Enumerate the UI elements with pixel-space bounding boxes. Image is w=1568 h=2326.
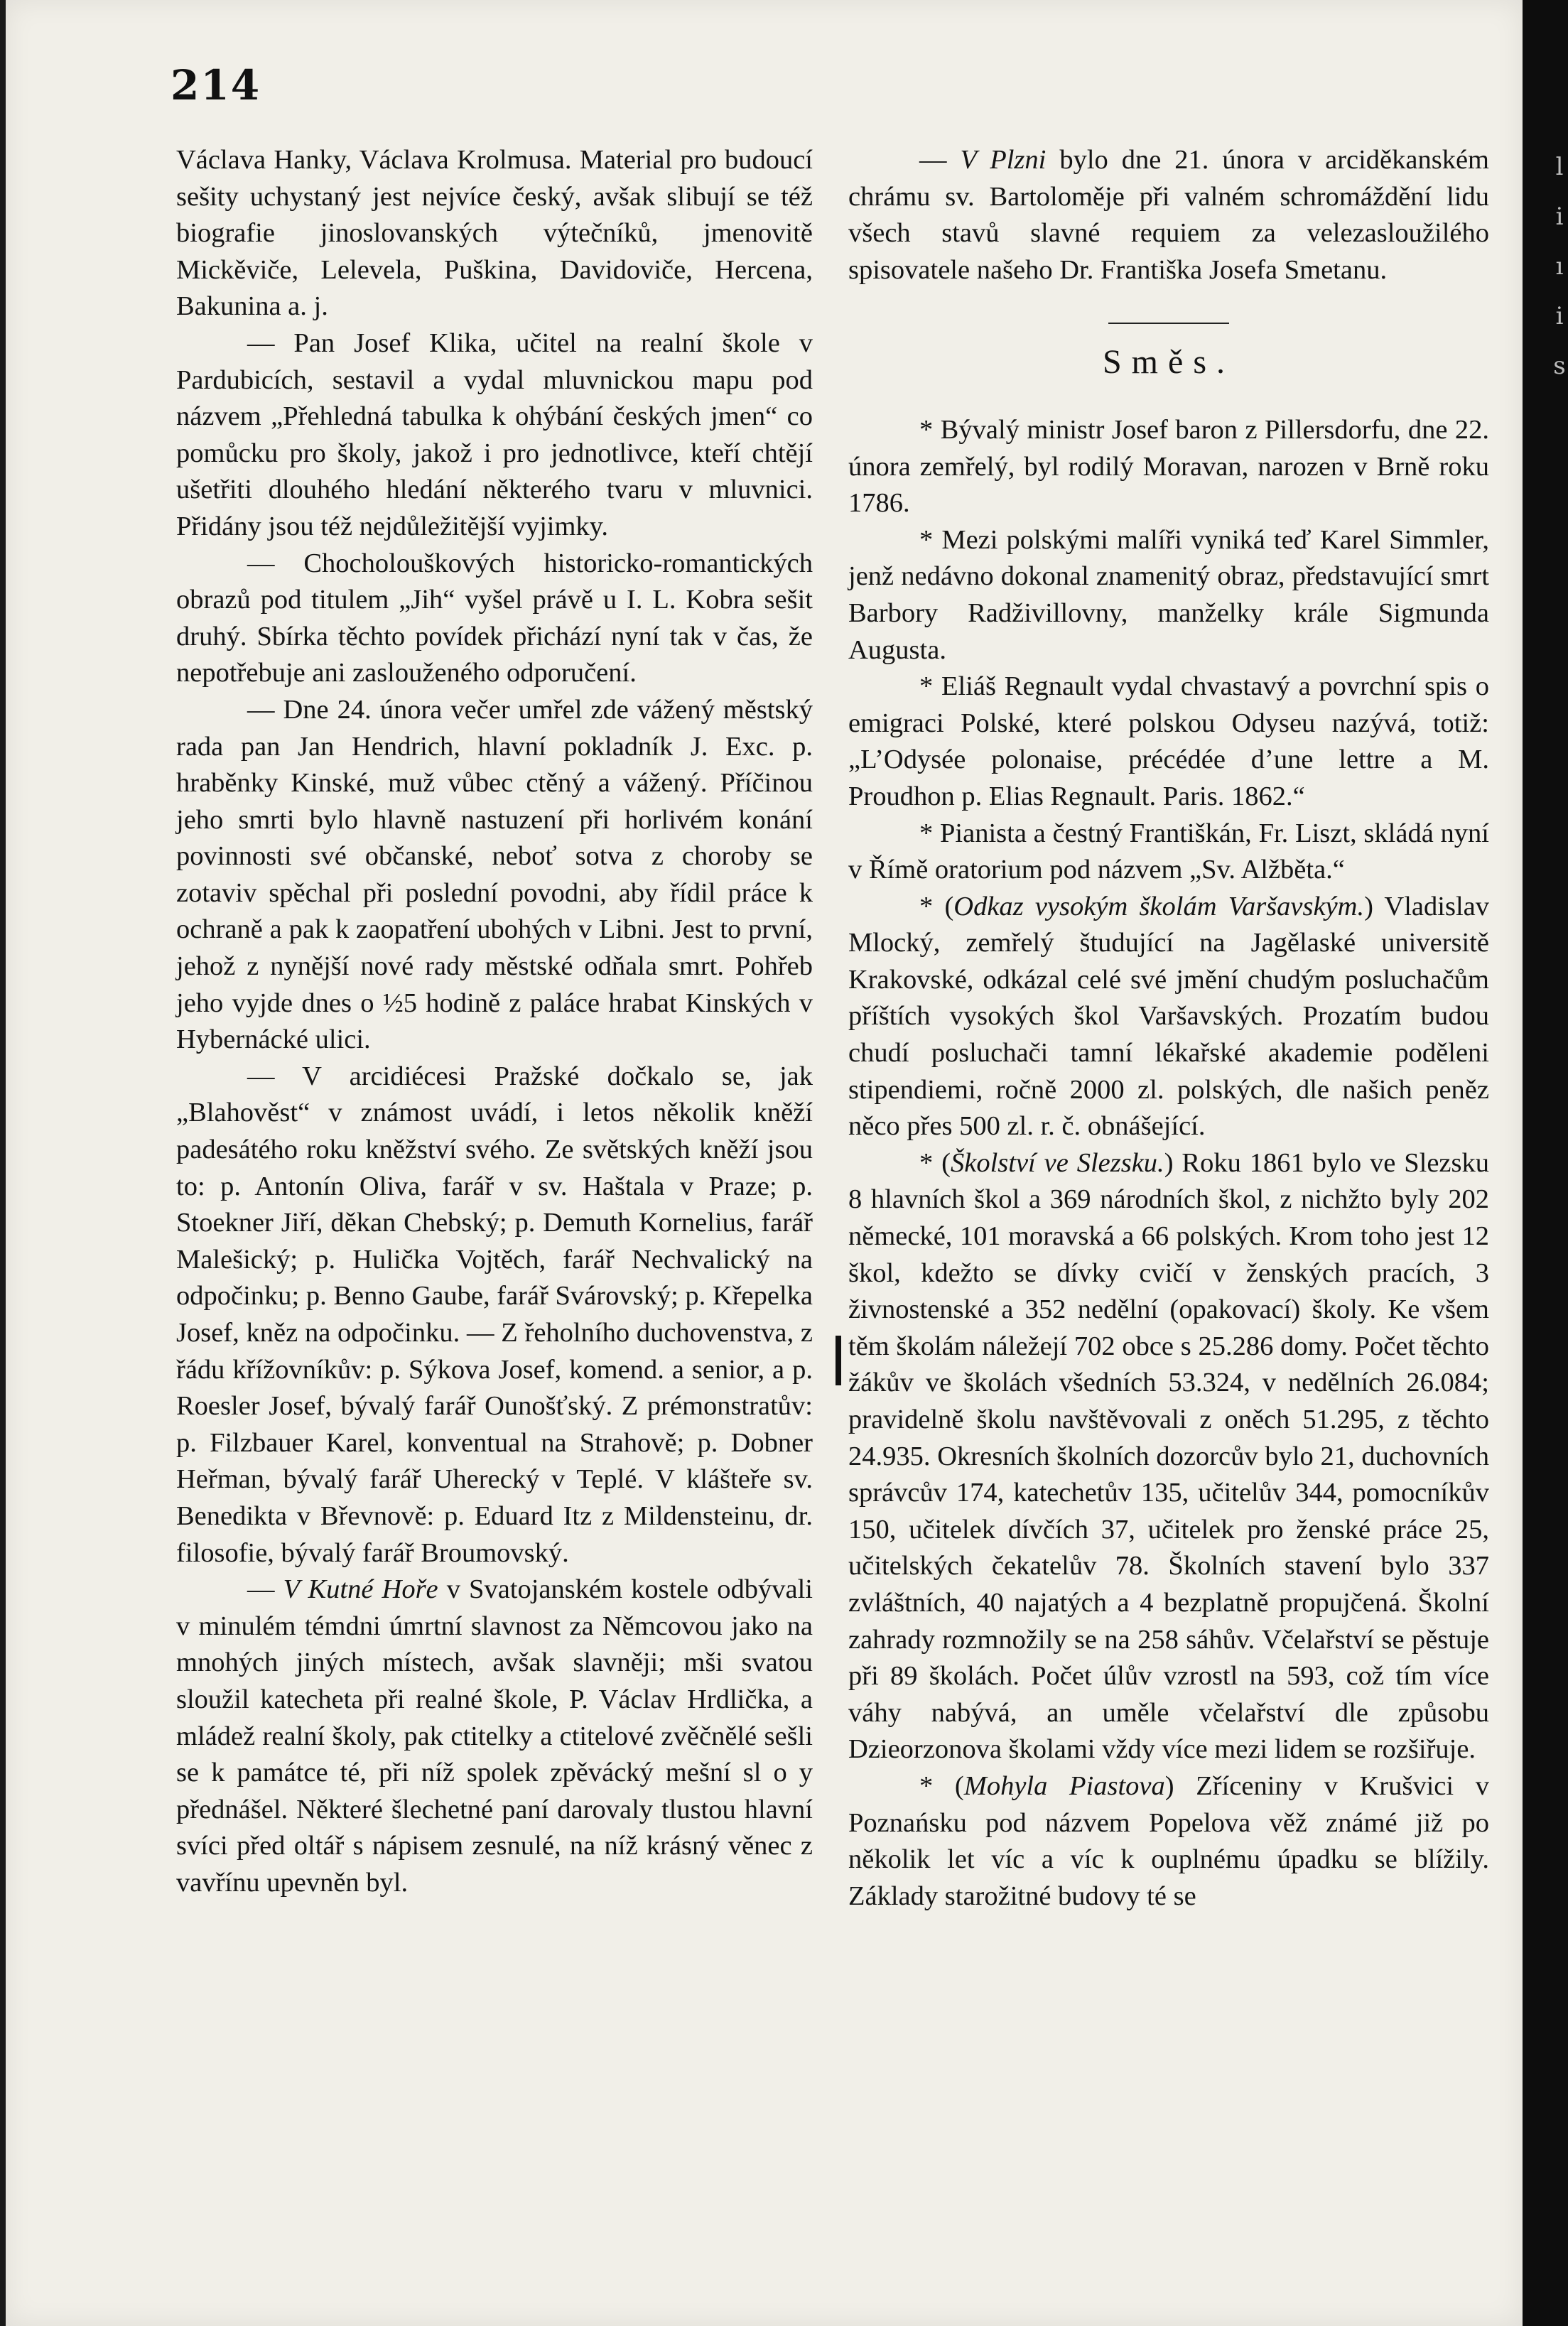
scanned-page xyxy=(6,0,1523,2326)
dash: — xyxy=(919,145,961,175)
section-divider xyxy=(1108,323,1229,324)
edge-letter: i xyxy=(1555,202,1564,231)
title-mohyla: Mohyla Piastova xyxy=(963,1770,1165,1801)
paragraph-mlocky-bequest xyxy=(848,889,1489,1145)
paragraph-piast-text: ) Zříceniny v Krušvici v Poznańsku pod názvem Popelova věž známé již po několik let víc a víc k ouplnému úpadku se blížily. Základy starožitné budovy té se xyxy=(848,1770,1489,1911)
paragraph-regnault: * Eliáš Regnault vydal chvastavý a povrchní spis o emigraci Polské, které polskou Odyseu nazývá, totiž: „L’Odysée polonaise, précédée d’une lettre a M. Proudhon p. Elias Regnault. Paris. 1862.“ xyxy=(848,671,1489,811)
paragraph-piast-mound xyxy=(848,1768,1489,1915)
edge-letter: s xyxy=(1553,352,1566,380)
paragraph-kutna-hora xyxy=(176,1572,813,1901)
paragraph-simmler: * Mezi polskými malíři vyniká teď Karel Simmler, jenž nedávno dokonal znamenitý obraz, představující smrt Barbory Radživillovny, manželky krále Sigmunda Augusta. xyxy=(848,524,1489,665)
paragraph-hendrich-obituary: — Dne 24. února večer umřel zde vážený městský rada pan Jan Hendrich, hlavní pokladník J. Exc. p. hraběnky Kinské, muž vůbec ctěný a vážený. Příčinou jeho smrti bylo hlavně nastuzení při horlivém konání povinnosti své občanské, neboť sotva z choroby se zotaviv spěchal při poslední povodni, aby řídil práce k ochraně a pak k zaopatření ubohých v Libni. Jest to první, jehož z nynější nové rady městské odňala smrt. Pohřeb jeho vyjde dnes o ½5 hodině z paláce hrabat Kinských v Hybernácké ulici. xyxy=(176,694,813,1055)
page-number: 214 xyxy=(171,61,261,109)
paragraph-mlocky-text: ) Vladislav Mlocký, zemřelý študující na Jagělaské universitě Krakovské, odkázal celé své jmění chudým posluchačům příštích vysokých škol Varšavských. Prozatím budou chudí posluchači tamní lékařské akademie poděleni stipendiemi, ročně 2000 zl. polských, dle našich peněz něco přes 500 zl. r. č. obnášející. xyxy=(848,891,1489,1142)
section-heading-smes: Směs. xyxy=(1102,343,1235,382)
paragraph-hanka-continuation: Václava Hanky, Václava Krolmusa. Material pro budoucí sešity uchystaný jest nejvíce český, avšak slibují se též biografie jinoslovanských výtečníků, jmenovitě Mickěviče, Lelevela, Puškina, Davidoviče, Hercena, Bakunina a. j. xyxy=(176,145,813,322)
dash: — xyxy=(247,1574,283,1605)
edge-letter: i xyxy=(1555,302,1564,330)
title-odkaz: Odkaz vysokým školám Varšavským. xyxy=(953,891,1365,921)
paragraph-archdiocese-priests: — V arcidiécesi Pražské dočkalo se, jak „Blahověst“ v známost uvádí, i letos několik kněží padesátého roku kněžství svého. Ze světských kněží jsou to: p. Antonín Oliva, farář v sv. Haštala v Praze; p. Stoekner Jiří, děkan Chebský; p. Demuth Kornelius, farář Malešický; p. Hulička Vojtěch, farář Nechvalický na odpočinku; p. Benno Gaube, farář Svárovský; p. Křepelka Josef, kněz na odpočinku. — Z řeholního duchovenstva, z řádu křížovníkův: p. Sýkova Josef, komend. a senior, a p. Roesler Josef, bývalý farář Ounošťský. Z prémonstratův: p. Filzbauer Karel, konventual na Strahově; p. Dobner Heřman, bývalý farář Uherecký v Teplé. V klášteře sv. Benedikta v Břevnově: p. Eduard Itz z Mildensteinu, dr. filosofie, bývalý farář Broumovský. xyxy=(176,1061,813,1568)
right-column xyxy=(848,142,1489,1915)
place-plzen: V Plzni xyxy=(960,145,1047,175)
title-skolstvi: Školství ve Slezsku. xyxy=(950,1147,1164,1178)
gutter-mark xyxy=(836,1336,841,1385)
paragraph-pillersdorf: * Bývalý ministr Josef baron z Pillersdorfu, dne 22. února zemřelý, byl rodilý Moravan, narozen v Brně roku 1786. xyxy=(848,414,1489,519)
paragraph-silesia-text: ) Roku 1861 bylo ve Slezsku 8 hlavních škol a 369 národních škol, z nichžto byly 202 německé, 101 moravská a 66 polských. Krom toho jest 12 škol, kdežto se dívky cvičí v ženských pracích, 3 živnostenské a 352 nedělní (opakovací) školy. Ke všem těm školám náležejí 702 obce s 25.286 domy. Počet těchto žákův ve školách všedních 53.324, v nedělních 26.084; pravidelně školu navštěvovali z oněch 51.295, z těchto 24.935. Okresních školních dozorcův bylo 21, duchovních správcův 174, katechetův 135, učitelův 344, pomocníkův 150, učitelek dívčích 37, učitelek pro ženské práce 25, učitelských čekatelův 78. Školních stavení bylo 337 zvláštních, 40 najatých a 4 bezplatně propujčená. Školní zahrady rozmnožily se na 258 sáhův. Včelařství se pěstuje při 89 školách. Počet úlův vzrostl na 593, což tím více váhy nabývá, an uměle včelařství dle způsobu Dzieorzonova školami vždy více mezi lidem se rozšiřuje. xyxy=(848,1147,1490,1765)
edge-letter: l xyxy=(1555,153,1564,181)
paragraph-klika-map: — Pan Josef Klika, učitel na realní škole v Pardubicích, sestavil a vydal mluvnickou mapu pod názvem „Přehledná tabulka k ohýbání českých jmen“ co pomůcku pro školy, jakož i pro jednotlivce, kteří chtějí ušetřiti dlouhého hledání některého tvaru v mluvnici. Přidány jsou též nejdůležitější vyjimky. xyxy=(176,328,813,541)
paragraph-silesia-schools xyxy=(848,1145,1489,1768)
paragraph-kutna-hora-text: v Svatojanském kostele odbývali v minulém témdni úmrtní slavnost za Němcovou jako na mnohých jiných místech, avšak slavněji; mši svatou sloužil katecheta při realné škole, P. Václav Hrdlička, a mládež realní školy, pak ctitelky a ctitelové zvěčnělé sešli se k památce té, při níž spolek zpěvácký mešní sl o y přednášel. Některé šlechetné paní darovaly tlustou hlavní svíci před oltář s nápisem zesnulé, na níž krásný věnec z vavřínu upevněn byl. xyxy=(176,1574,813,1898)
paragraph-liszt: * Pianista a čestný Františkán, Fr. Liszt, skládá nyní v Římě oratorium pod názvem „Sv. Alžběta.“ xyxy=(848,818,1489,885)
paragraph-plzen-text: bylo dne 21. února v arciděkanském chrámu sv. Bartoloměje při valném schromáždění lidu všech stavů slavné requiem za velezasloužilého spisovatele našeho Dr. Františka Josefa Smetanu. xyxy=(848,145,1490,285)
bullet: * ( xyxy=(919,1147,951,1178)
left-column xyxy=(176,142,813,1902)
bullet: * ( xyxy=(919,891,954,921)
place-kutna-hora: V Kutné Hoře xyxy=(283,1574,438,1605)
adjacent-page-edge-letters xyxy=(1552,142,1567,391)
edge-letter: ı xyxy=(1555,252,1564,281)
paragraph-chocholousek: — Chocholouškových historicko-romantických obrazů pod titulem „Jih“ vyšel právě u I. L. Kobra sešit druhý. Sbírka těchto povídek přichází nyní tak v čas, že nepotřebuje ani zaslouženého odporučení. xyxy=(176,548,813,688)
bullet: * ( xyxy=(919,1770,964,1801)
paragraph-plzen-requiem xyxy=(848,142,1489,288)
